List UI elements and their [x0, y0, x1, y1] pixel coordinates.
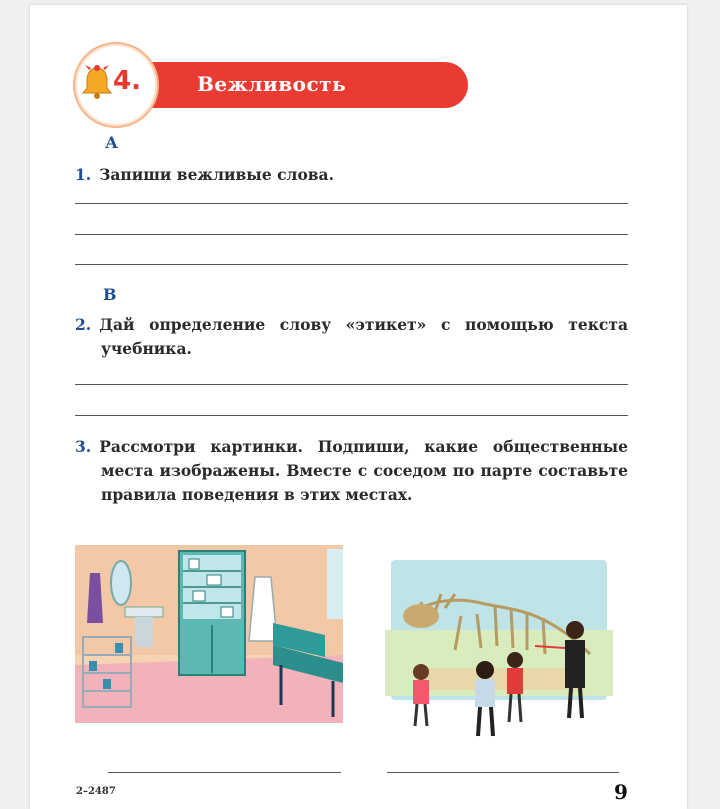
page-number: 9	[614, 780, 628, 804]
answer-line[interactable]	[108, 772, 341, 773]
task-number: 3.	[75, 437, 92, 456]
answer-line[interactable]	[75, 203, 628, 204]
task-number: 2.	[75, 315, 92, 334]
answer-line[interactable]	[75, 264, 628, 265]
task-2	[75, 313, 628, 361]
lesson-number: 4.	[113, 66, 141, 96]
workbook-page	[30, 5, 687, 809]
task-text: Запиши вежливые слова.	[99, 165, 334, 184]
lesson-title: Вежливость	[197, 72, 347, 96]
museum-dinosaur-icon	[385, 550, 613, 740]
answer-line[interactable]	[75, 415, 628, 416]
lesson-title-bar	[145, 62, 468, 108]
bell-icon	[81, 64, 113, 102]
answer-line[interactable]	[387, 772, 619, 773]
task-1	[75, 163, 635, 187]
task-number: 1.	[75, 165, 92, 184]
medical-office-icon	[75, 545, 343, 723]
task-text: Рассмотри картинки. Подпиши, какие общественные места изображены. Вместе с соседом по парте составьте правила поведения в этих местах.	[99, 437, 628, 504]
section-a-label: А	[105, 133, 119, 152]
answer-line[interactable]	[75, 234, 628, 235]
task-3	[75, 435, 628, 507]
answer-line[interactable]	[75, 384, 628, 385]
section-b-label: В	[103, 285, 117, 304]
lesson-badge	[73, 42, 159, 128]
task-text: Дай определение слову «этикет» с помощью текста учебника.	[99, 315, 628, 358]
print-code: 2–2487	[76, 786, 116, 797]
